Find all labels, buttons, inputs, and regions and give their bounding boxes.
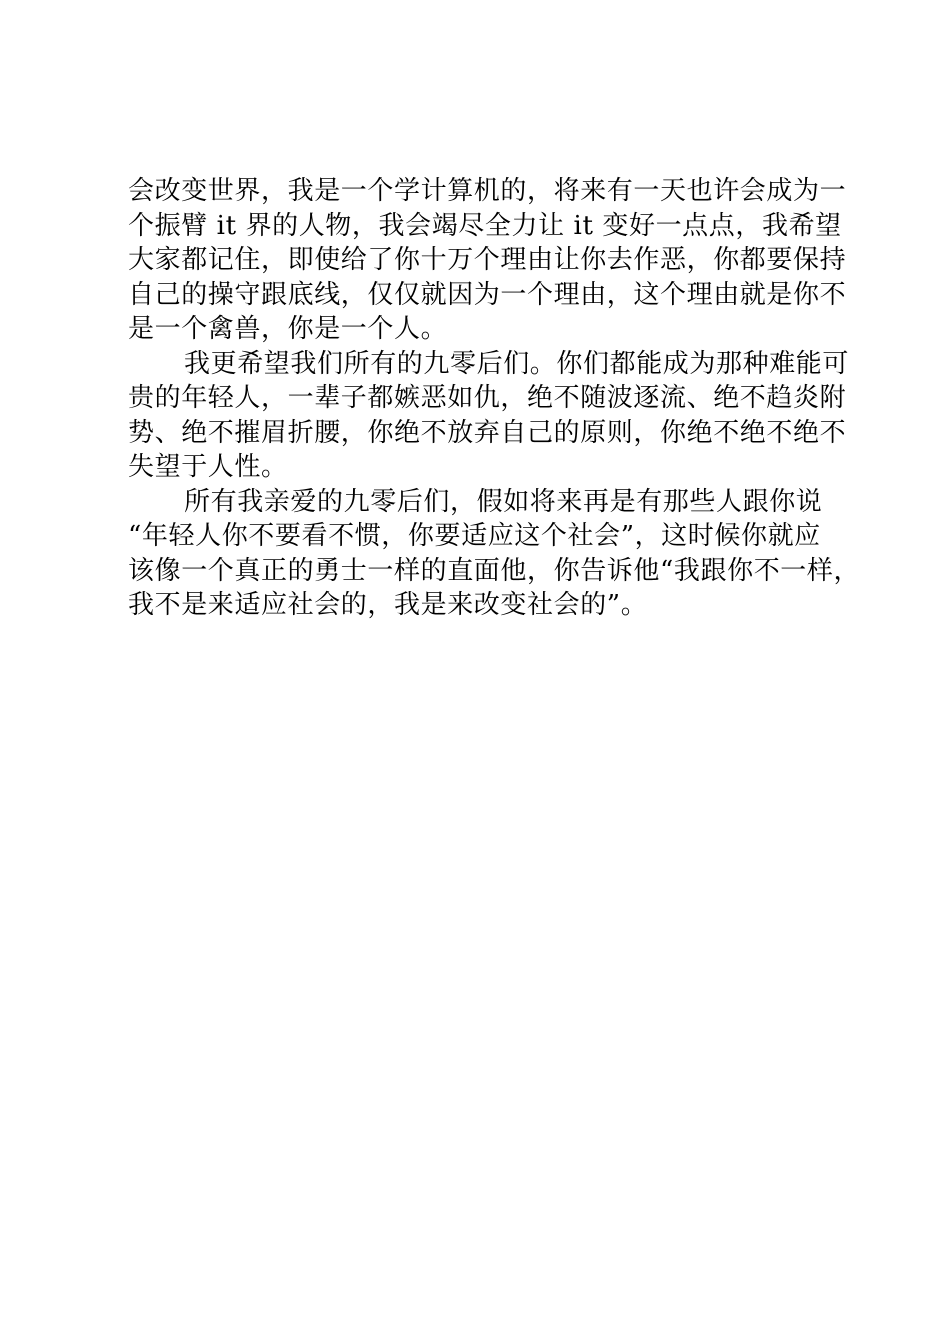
text-line: 失望于人性。 — [128, 452, 288, 482]
text-line: 所有我亲爱的九零后们，假如将来再是有那些人跟你说 — [184, 486, 823, 517]
text-line: 是一个禽兽，你是一个人。 — [128, 314, 448, 344]
text-line: 自己的操守跟底线，仅仅就因为一个理由，这个理由就是你不 — [128, 279, 847, 310]
text-line: 我不是来适应社会的，我是来改变社会的”。 — [128, 590, 648, 620]
text-line: 势、绝不摧眉折腰，你绝不放弃自己的原则，你绝不绝不绝不 — [128, 417, 847, 448]
text-line: 我更希望我们所有的九零后们。你们都能成为那种难能可 — [184, 348, 850, 379]
text-line: 该像一个真正的勇士一样的直面他，你告诉他“我跟你不一样， — [128, 555, 861, 586]
paragraph-1 — [128, 174, 847, 347]
text-line: “年轻人你不要看不惯，你要适应这个社会”，这时候你就应 — [128, 521, 821, 551]
paragraph-3 — [128, 485, 861, 623]
paragraph-2 — [128, 347, 850, 485]
text-line: 会改变世界，我是一个学计算机的，将来有一天也许会成为一 — [128, 176, 847, 206]
document-body — [128, 174, 861, 623]
text-line: 个振臂 it 界的人物，我会竭尽全力让 it 变好一点点，我希望 — [128, 210, 842, 241]
text-line: 大家都记住，即使给了你十万个理由让你去作恶，你都要保持 — [128, 245, 847, 275]
text-line: 贵的年轻人，一辈子都嫉恶如仇，绝不随波逐流、绝不趋炎附 — [128, 383, 847, 413]
